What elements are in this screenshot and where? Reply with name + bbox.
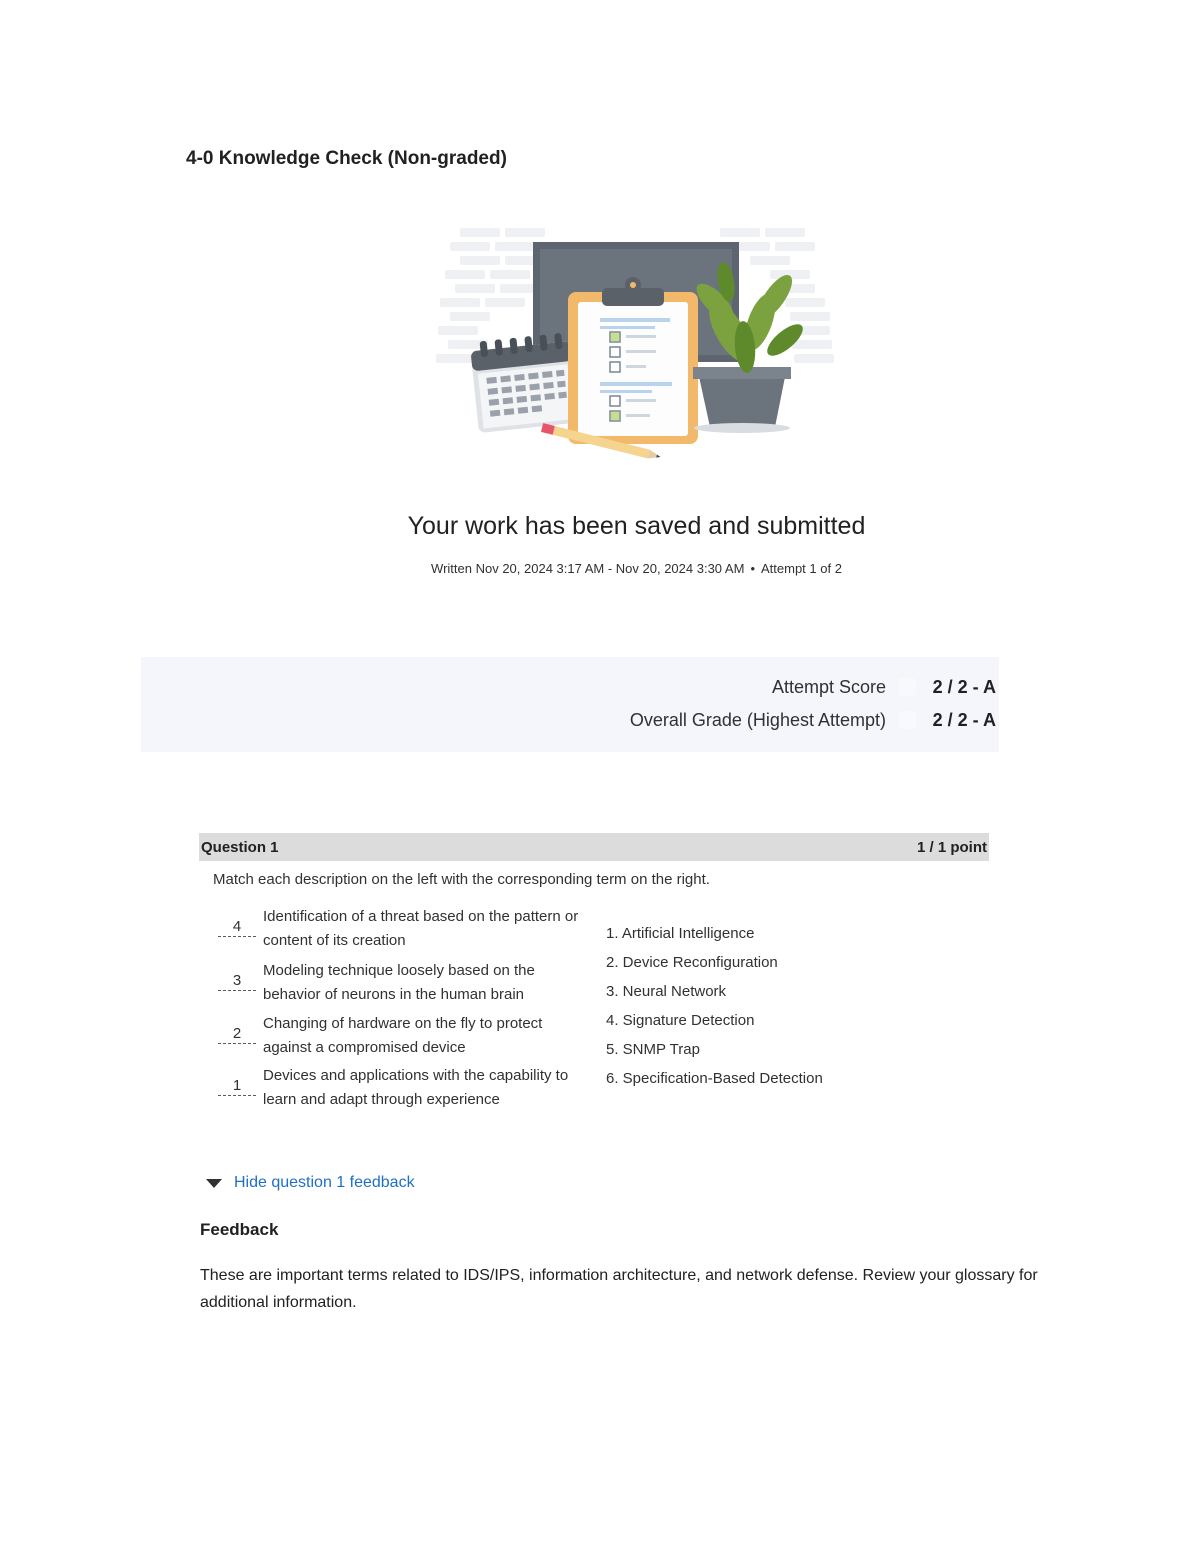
attempt-score-row [772, 672, 996, 702]
match-term: 1. Artificial Intelligence [606, 925, 755, 942]
match-item [218, 959, 598, 1009]
feedback-body: These are important terms related to IDS/IPS, information architecture, and network defense. Review your glossary for additional information. [200, 1267, 1038, 1311]
overall-grade-label: Overall Grade (Highest Attempt) [629, 709, 886, 730]
match-answer: 4 [218, 918, 256, 937]
question-title: Question 1 [201, 838, 279, 856]
match-term: 5. SNMP Trap [606, 1041, 700, 1058]
feedback-heading: Feedback [200, 1220, 279, 1239]
match-answer: 3 [218, 972, 256, 991]
question-prompt: Match each description on the left with the corresponding term on the right. [213, 871, 710, 888]
hide-feedback-link[interactable]: Hide question 1 feedback [234, 1174, 415, 1191]
question-points: 1 / 1 point [916, 838, 987, 856]
match-description: Devices and applications with the capability to learn and adapt through experience [263, 1067, 569, 1108]
match-item [218, 1012, 598, 1062]
submission-heading: Your work has been saved and submitted [407, 512, 866, 540]
attempt-score-value: 2 / 2 - A [932, 676, 996, 697]
match-item [218, 1064, 598, 1114]
submission-meta [0, 561, 1200, 576]
match-term: 6. Specification-Based Detection [606, 1070, 823, 1087]
hide-feedback-toggle[interactable] [206, 1174, 415, 1192]
match-description: Identification of a threat based on the pattern or content of its creation [263, 908, 579, 949]
match-description: Modeling technique loosely based on the behavior of neurons in the human brain [263, 962, 535, 1003]
question-header [199, 833, 989, 861]
submission-written: Written Nov 20, 2024 3:17 AM - Nov 20, 2024 3:30 AM [431, 561, 745, 576]
match-term: 3. Neural Network [606, 983, 727, 1000]
match-term: 2. Device Reconfiguration [606, 954, 778, 971]
caret-down-icon [206, 1179, 222, 1188]
score-indicator [898, 711, 916, 729]
overall-grade-value: 2 / 2 - A [932, 709, 996, 730]
match-answer: 2 [218, 1025, 256, 1044]
match-term: 4. Signature Detection [606, 1012, 755, 1029]
submission-illustration [430, 222, 840, 472]
overall-grade-row [630, 705, 996, 735]
match-description: Changing of hardware on the fly to protect against a compromised device [263, 1015, 543, 1056]
page-title: 4-0 Knowledge Check (Non-graded) [186, 148, 507, 169]
separator-dot: • [750, 561, 755, 576]
match-item [218, 905, 598, 955]
submission-attempt: Attempt 1 of 2 [761, 561, 842, 576]
match-answer: 1 [218, 1077, 256, 1096]
score-indicator [898, 678, 916, 696]
score-panel [141, 657, 999, 752]
attempt-score-label: Attempt Score [771, 676, 886, 697]
